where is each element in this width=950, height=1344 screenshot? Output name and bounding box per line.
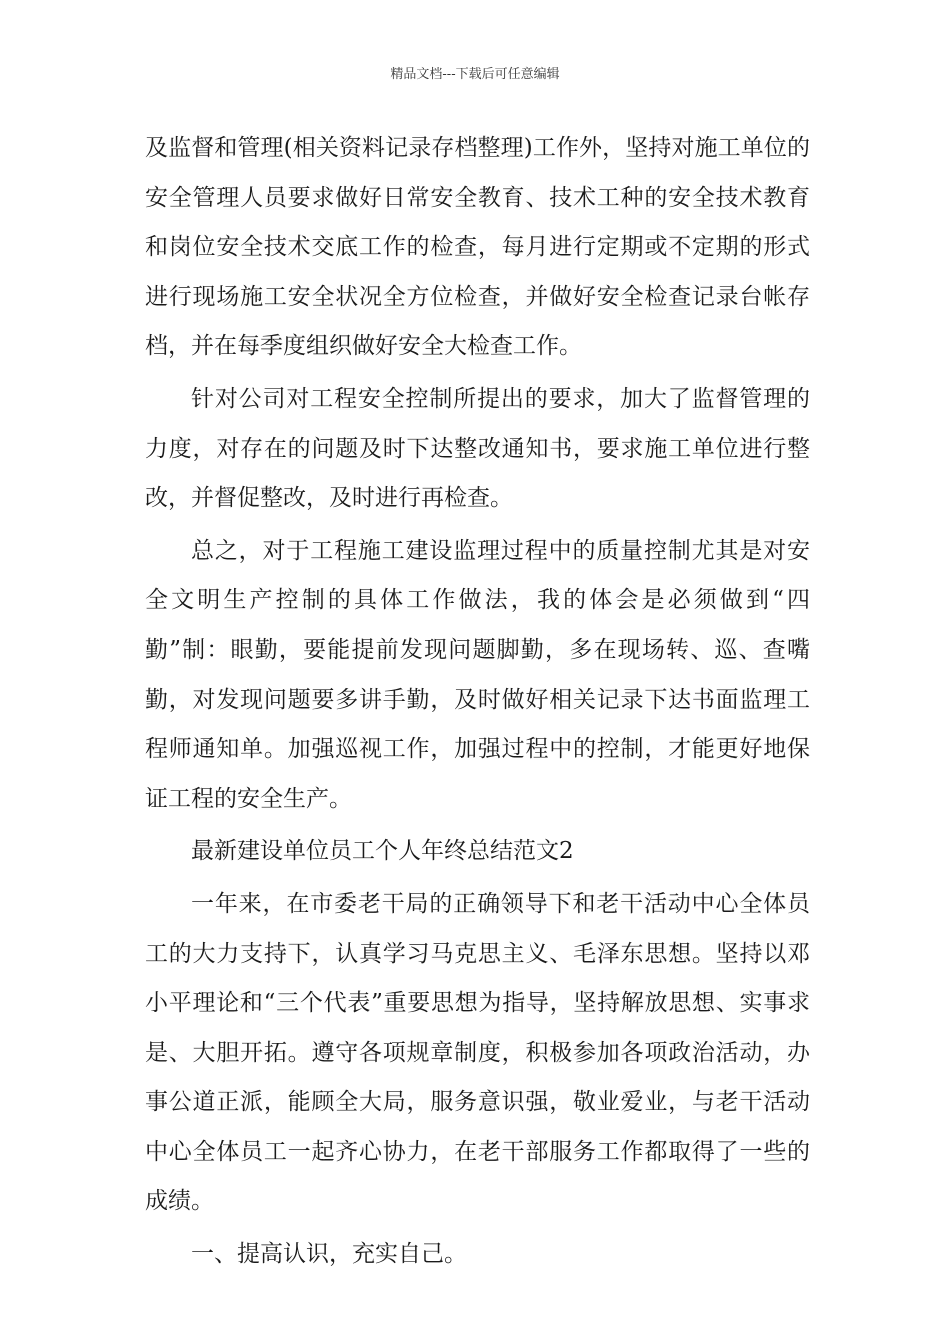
- document-body: [145, 124, 810, 1280]
- paragraph-safety-control-requirements: 针对公司对工程安全控制所提出的要求，加大了监督管理的力度，对存在的问题及时下达整改通知书，要求施工单位进行整改，并督促整改，及时进行再检查。: [145, 385, 810, 512]
- paragraph-annual-review: 一年来，在市委老干局的正确领导下和老干活动中心全体员工的大力支持下，认真学习马克思主义、毛泽东思想。坚持以邓小平理论和“三个代表”重要思想为指导，坚持解放思想、实事求是、大胆开拓。遵守各项规章制度，积极参加各项政治活动，办事公道正派，能顾全大局，服务意识强，敬业爱业，与老干活动中心全体员工一起齐心协力，在老干部服务工作都取得了一些的成绩。: [145, 890, 810, 1215]
- paragraph-subheading-improve-awareness: 一、提高认识，充实自己。: [191, 1241, 467, 1268]
- paragraph-summary-four-diligences: 总之，对于工程施工建设监理过程中的质量控制尤其是对安全文明生产控制的具体工作做法，我的体会是必须做到“四勤”制：眼勤，要能提前发现问题脚勤，多在现场转、巡、查嘴勤，对发现问题要多讲手勤，及时做好相关记录下达书面监理工程师通知单。加强巡视工作，加强过程中的控制，才能更好地保证工程的安全生产。: [145, 537, 810, 812]
- paragraph-safety-supervision: 及监督和管理(相关资料记录存档整理)工作外，坚持对施工单位的安全管理人员要求做好日常安全教育、技术工种的安全技术教育和岗位安全技术交底工作的检查，每月进行定期或不定期的形式进行现场施工安全状况全方位检查，并做好安全检查记录台帐存档，并在每季度组织做好安全大检查工作。: [145, 135, 810, 360]
- page-header: 精品文档---下载后可任意编辑: [390, 67, 560, 82]
- section-heading-sample-2: 最新建设单位员工个人年终总结范文2: [191, 838, 574, 865]
